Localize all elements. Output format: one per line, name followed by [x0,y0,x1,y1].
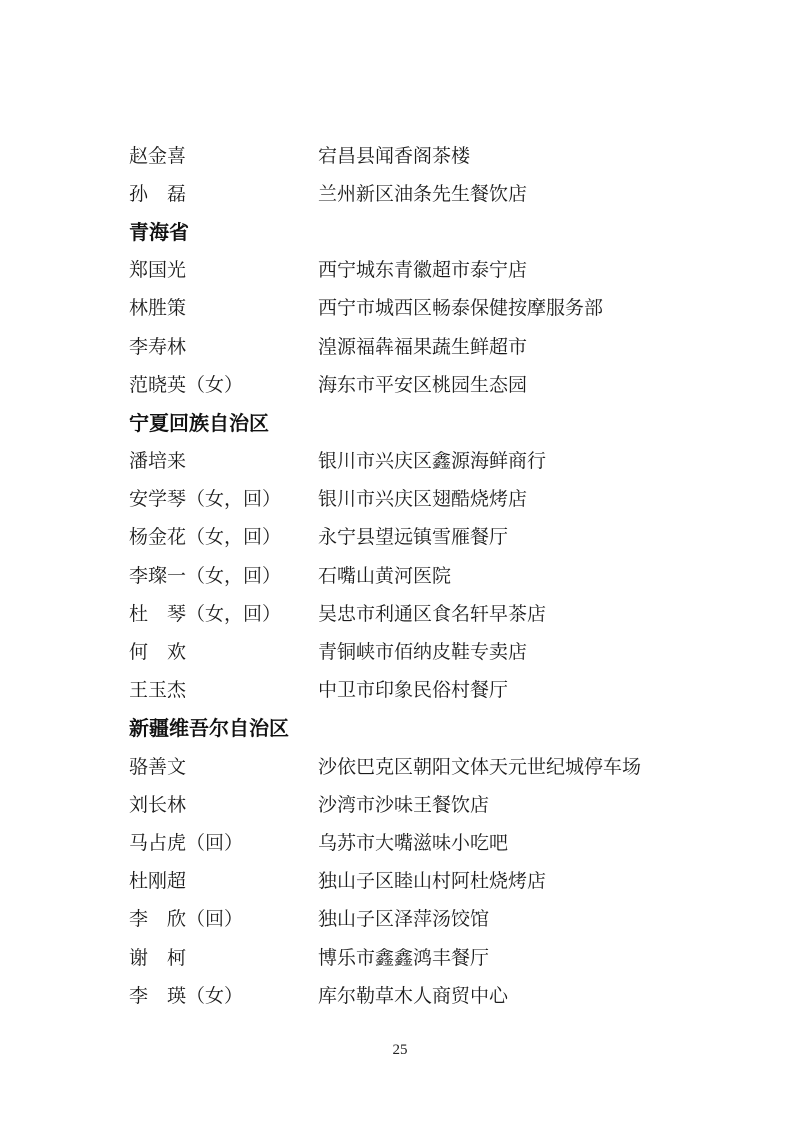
page-number: 25 [392,1042,408,1058]
establishment-name: 库尔勒草木人商贸中心 [318,985,509,1007]
person-name: 李寿林 [129,336,187,358]
establishment-name: 湟源福犇福果蔬生鲜超市 [318,336,528,358]
person-name: 孙 磊 [129,183,187,205]
person-name: 郑国光 [129,260,187,282]
list-item [129,822,689,860]
person-name: 李 欣（回） [129,909,244,931]
person-name: 林胜策 [129,298,187,320]
person-name: 潘培来 [129,451,187,473]
establishment-name: 中卫市印象民俗村餐厅 [318,680,509,702]
section-title: 青海省 [129,221,189,244]
list-item [129,746,689,784]
person-name: 安学琴（女，回） [129,489,282,511]
establishment-name: 沙依巴克区朝阳文体天元世纪城停车场 [318,756,642,778]
list-item [129,670,689,708]
person-name: 范晓英（女） [129,374,244,396]
establishment-name: 独山子区睦山村阿杜烧烤店 [318,871,547,893]
establishment-name: 宕昌县闻香阁茶楼 [318,145,471,167]
list-item [129,631,689,669]
list-item [129,593,689,631]
establishment-name: 银川市兴庆区翅酷烧烤店 [318,489,528,511]
list-item [129,479,689,517]
person-name: 李璨一（女，回） [129,565,282,587]
person-name: 杨金花（女，回） [129,527,282,549]
person-name: 何 欢 [129,642,187,664]
list-item [129,364,689,402]
establishment-name: 永宁县望远镇雪雁餐厅 [318,527,509,549]
establishment-name: 西宁市城西区畅泰保健按摩服务部 [318,298,604,320]
establishment-name: 海东市平安区桃园生态园 [318,374,528,396]
section-header-ningxia [129,402,689,440]
list-item [129,899,689,937]
list-item [129,784,689,822]
establishment-name: 银川市兴庆区鑫源海鲜商行 [318,451,547,473]
establishment-name: 兰州新区油条先生餐饮店 [318,183,528,205]
list-item [129,861,689,899]
section-title: 宁夏回族自治区 [129,412,269,435]
person-name: 王玉杰 [129,680,187,702]
establishment-name: 独山子区泽萍汤饺馆 [318,909,490,931]
list-item [129,517,689,555]
establishment-name: 吴忠市利通区食名轩早茶店 [318,603,547,625]
person-name: 李 瑛（女） [129,985,244,1007]
establishment-name: 沙湾市沙味王餐饮店 [318,794,490,816]
person-name: 赵金喜 [129,145,187,167]
list-item [129,937,689,975]
section-header-xinjiang [129,708,689,746]
person-name: 骆善文 [129,756,187,778]
list-item [129,173,689,211]
list-item [129,441,689,479]
person-name: 杜刚超 [129,871,187,893]
person-name: 杜 琴（女，回） [129,603,282,625]
list-item [129,975,689,1013]
roster-list [129,135,689,1013]
person-name: 马占虎（回） [129,832,244,854]
establishment-name: 青铜峡市佰纳皮鞋专卖店 [318,642,528,664]
person-name: 刘长林 [129,794,187,816]
list-item [129,288,689,326]
section-title: 新疆维吾尔自治区 [129,718,289,741]
list-item [129,326,689,364]
establishment-name: 博乐市鑫鑫鸿丰餐厅 [318,947,490,969]
list-item [129,250,689,288]
establishment-name: 西宁城东青徽超市泰宁店 [318,260,528,282]
establishment-name: 石嘴山黄河医院 [318,565,452,587]
establishment-name: 乌苏市大嘴滋味小吃吧 [318,832,509,854]
person-name: 谢 柯 [129,947,187,969]
list-item [129,555,689,593]
list-item [129,135,689,173]
section-header-qinghai [129,211,689,249]
